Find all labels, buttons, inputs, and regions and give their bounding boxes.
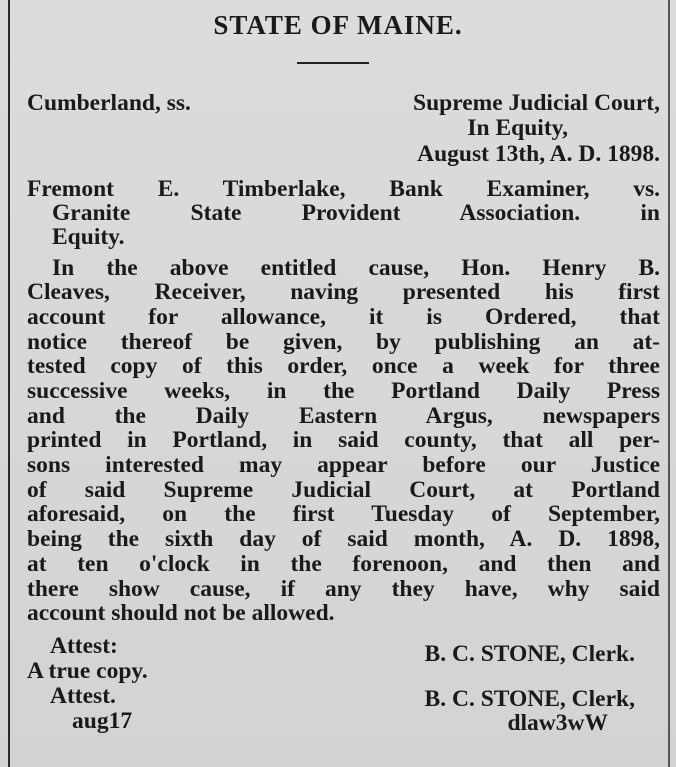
- court-name: Supreme Judicial Court,: [413, 91, 660, 115]
- body-line: there show cause, if any they have, why said: [27, 577, 660, 601]
- body-line: account for allowance, it is Ordered, that: [27, 305, 660, 329]
- notice-title: STATE OF MAINE.: [213, 10, 463, 40]
- clerk-signature: B. C. STONE, Clerk.: [424, 642, 635, 666]
- case-line: Fremont E. Timberlake, Bank Examiner, vs.: [27, 177, 660, 201]
- body-line: of said Supreme Judicial Court, at Portland: [27, 478, 660, 502]
- body-line: aforesaid, on the first Tuesday of September,: [27, 502, 660, 526]
- case-line: Equity.: [52, 225, 125, 249]
- attest-label: Attest.: [50, 684, 116, 708]
- body-line: notice thereof be given, by publishing an at-: [27, 330, 660, 354]
- run-schedule-code: dlaw3wW: [507, 711, 608, 735]
- body-line: In the above entitled cause, Hon. Henry B.: [52, 256, 660, 280]
- insertion-code: aug17: [72, 709, 133, 733]
- body-line: sons interested may appear before our Justice: [27, 453, 660, 477]
- left-column-rule: [8, 0, 10, 767]
- venue: Cumberland, ss.: [27, 91, 191, 115]
- body-line: at ten o'clock in the forenoon, and then and: [27, 552, 660, 576]
- attest-label: Attest:: [50, 634, 118, 658]
- title-divider: [297, 62, 369, 64]
- body-line: account should not be allowed.: [27, 601, 335, 625]
- true-copy-label: A true copy.: [27, 659, 148, 683]
- body-line: tested copy of this order, once a week for three: [27, 354, 660, 378]
- case-line: Granite State Provident Association. in: [52, 201, 660, 225]
- body-line: Cleaves, Receiver, naving presented his first: [27, 280, 660, 304]
- notice-date: August 13th, A. D. 1898.: [417, 142, 660, 166]
- body-line: printed in Portland, in said county, that all per-: [27, 428, 660, 452]
- right-column-rule: [668, 0, 670, 767]
- clerk-signature: B. C. STONE, Clerk,: [424, 687, 635, 711]
- body-line: and the Daily Eastern Argus, newspapers: [27, 404, 660, 428]
- body-line: successive weeks, in the Portland Daily Press: [27, 379, 660, 403]
- court-type: In Equity,: [467, 116, 568, 140]
- body-line: being the sixth day of said month, A. D. 1898,: [27, 527, 660, 551]
